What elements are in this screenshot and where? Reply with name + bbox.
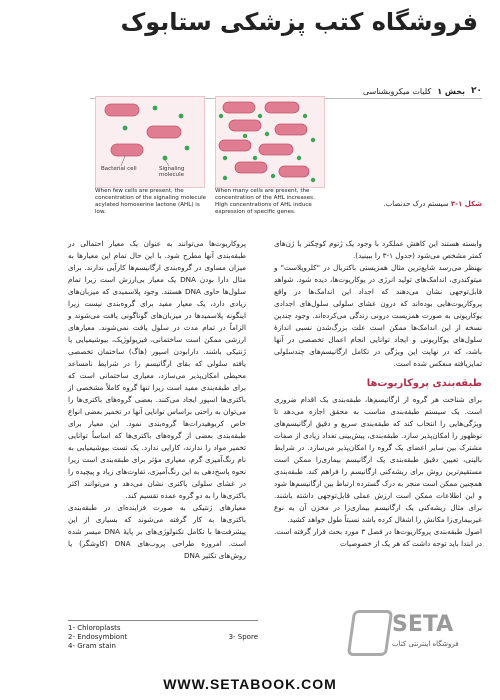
bacterial-cell xyxy=(147,126,181,138)
figure-illustration xyxy=(95,96,327,188)
bacterial-cell xyxy=(265,102,299,113)
footnote: 2- Endosymbiont xyxy=(68,633,128,641)
signaling-molecule xyxy=(303,114,307,118)
signaling-molecule xyxy=(123,126,128,131)
logo-mark-icon xyxy=(347,610,393,656)
signaling-molecule xyxy=(297,156,301,160)
footnote: 1- Chloroplasts xyxy=(68,624,121,632)
signaling-molecule xyxy=(185,146,190,151)
signaling-molecule xyxy=(311,138,315,142)
label-bacterial-cell: Bacterial cell xyxy=(101,166,137,172)
chapter-label: بخش ۱ xyxy=(437,86,465,96)
label-signaling-molecule: Signaling molecule xyxy=(159,166,185,178)
figure-title-text: سیستم درک حدنصاب. xyxy=(383,200,449,208)
footer-url[interactable]: WWW.SETABOOK.COM xyxy=(163,676,337,692)
footnote-row xyxy=(68,633,258,642)
section-heading: طبقه‌بندی پروکاریوت‌ها xyxy=(366,378,482,389)
many-cells-group xyxy=(219,102,315,182)
figure-number: شکل ۱-۳ xyxy=(450,200,482,208)
signaling-molecule xyxy=(153,106,158,111)
left-column xyxy=(68,238,246,562)
footnote-row xyxy=(68,624,258,633)
paragraph: بهنظر می‌رسد شایع‌ترین مثال همزیستی باکتریال در "کلروپلاست" و میتوکندری، اندامک‌های تولید انرژی در یوکاریوت‌ها، دیده شود. شواهد قابل‌توجهی نشان می‌دهند که اجداد این اندامک‌ها در واقع پروکاریوت‌هایی بوده‌اند که درون غشای سلولی سلول‌های اجدادی یوکاریوتی به صورت همزیست درونی زندگی می‌کرده‌اند. وجود چندین نسخه از این اندامک‌ها ممکن است علت بزرگ‌شدن نسبی اندازهٔ سلول‌های یوکاریوتی و ایجاد توانایی انجام اعمال تخصصی در آنها باشد، که در نهایت این ویژگی در تکامل ارگانیسم‌های چندسلولی تمایزیافته منعکس شده است. xyxy=(274,263,482,368)
paragraph: اصول طبقه‌بندی پروکاریوت‌ها در فصل ۳ مورد بحث قرار گرفته است. در ابتدا باید توجه داشت که هر یک از خصوصیات xyxy=(274,527,483,548)
footnotes xyxy=(68,620,258,651)
signaling-molecule xyxy=(223,156,227,160)
right-column xyxy=(274,238,482,550)
store-banner xyxy=(0,0,500,62)
signaling-molecule xyxy=(311,178,315,182)
footnote: 4- Gram stain xyxy=(68,642,116,650)
quorum-sensing-figure xyxy=(95,96,327,214)
signaling-molecule xyxy=(163,156,168,161)
bacterial-cell xyxy=(229,120,261,131)
paragraph: برای شناخت هر گروه از ارگانیسم‌ها، طبقه‌بندی یک اقدام ضروری است. یک سیستم طبقه‌بندی مناسب به محقق اجازه می‌دهد تا ویژگی‌هایی را انتخاب کند که طبقه‌بندی سریع و دقیق ارگانیسم‌های نوظهور را امکان‌پذیر سازد. طبقه‌بندی، پیش‌بینی تعداد زیادی از صفات مشترک بین سایر اعضای یک گروه را امکان‌پذیر می‌سازد. در شرایط بالینی، تعیین دقیق طبقه‌بندی یک ارگانیسم بیماری‌زا ممکن است مستقیم‌ترین روش برای ریشه‌کنی ارگانیسم را فراهم کند. طبقه‌بندی همچنین ممکن است منجر به درک گسترده ارتباط بین ارگانیسم‌ها شود و این اطلاعات ممکن است ارزش عملی قابل‌توجهی داشته باشند. برای مثال ریشه‌کنی یک ارگانیسم بیماری‌زا در مخزن آن به نوع غیربیماری‌زا مکانش را اشغال کرده باشد نسبتاً طول خواهد کشید. xyxy=(274,395,482,524)
bacterial-cell xyxy=(219,140,251,151)
logo-name: SETA xyxy=(392,612,454,637)
signaling-molecule xyxy=(179,114,184,119)
bacterial-cell xyxy=(235,162,267,173)
figure-title xyxy=(332,200,482,208)
signaling-molecule xyxy=(265,132,269,136)
signaling-molecule xyxy=(243,134,247,138)
book-title: کلیات میکروبشناسی xyxy=(362,86,432,96)
bacterial-cell xyxy=(223,102,255,113)
signaling-molecule xyxy=(223,176,227,180)
footnote: 3- Spore xyxy=(228,633,258,641)
bacterial-cell xyxy=(259,144,293,155)
footnote-rule xyxy=(68,620,258,621)
signaling-molecule xyxy=(219,114,223,118)
banner-title: فروشگاه کتب پزشکی ستابوک xyxy=(120,8,478,36)
paragraph: وابسته هستند این کاهش عملکرد با وجود یک ژنوم کوچکتر با ژن‌های کمتر مشخص می‌شود (جدول ۱-۳ را ببینید). xyxy=(274,239,482,260)
bacterial-cell xyxy=(105,104,139,116)
caption-many-cells: When many cells are present, the concentration of the AHL increases. High concentrations of AHL induce expression of specific genes. xyxy=(215,188,315,215)
bacterial-cell xyxy=(279,166,309,177)
seta-logo xyxy=(350,600,490,665)
signaling-molecule xyxy=(271,174,275,178)
signaling-molecule xyxy=(258,114,262,118)
paragraph: پروکاریوت‌ها می‌توانند به عنوان یک معیار احتمالی در طبقه‌بندی آنها مطرح شود. با این حال تمام این معیارها به میزان مساوی در گروه‌بندی ارگانیسم‌ها کارآیی ندارند. برای مثال دارا بودن DNA یک معیار بی‌ارزش است زیرا تمام سلول‌ها حاوی DNA هستند. وجود پلاسمیدی که میزبان‌های زیادی دارد، یک معیار مفید برای گروه‌بندی نیست زیرا اینگونه پلاسمیدها در میزبان‌های گوناگونی یافت می‌شوند و الزاماً در تمام مدت در سلول یافت نمی‌شوند. معیارهای ارزشی ممکن است ساختمانی، فیزیولوژیک، بیوشیمیایی یا ژنتیکی باشند. دارابودن اسپور (هاگ) ساختمان تخصصی یافته سلولی که بقای ارگانیسم را در شرایط نامساعد محیطی امکان‌پذیر می‌سازد، معیاری ساختمانی است که برای طبقه‌بندی مفید است زیرا تنها گروه کاملاً مشخصی از باکتری‌ها اسپور ایجاد می‌کنند. بعضی گروه‌های باکتری‌ها را می‌توان به راحتی براساس توانایی آنها در تخمیر بعضی انواع خاص کربوهیدرات‌ها گروه‌بندی نمود. این معیار برای طبقه‌بندی بعضی از گروه‌های باکتری‌ها که اساساً توانایی تخمیر مواد را ندارند، کارایی ندارد. یک تست بیوشیمیایی به نام رنگ‌آمیزی گرم، معیاری مؤثر برای طبقه‌بندی است زیرا نحوه پاسخ‌دهی به این رنگ‌آمیزی، تفاوت‌های زیاد و پیچیده را در غشای سلولی باکتری نشان می‌دهد و می‌توانند اکثر باکتری‌ها را به دو گروه عمده تقسیم کند. xyxy=(68,239,246,500)
paragraph: معیارهای ژنتیکی به صورت فزاینده‌ای در طبقه‌بندی باکتری‌ها به کار گرفته می‌شوند که بسیاری از این پیشرفت‌ها با تکامل تکنولوژی‌های بر پایهٔ DNA میسر شده است. امروزه طراحی پروب‌های DNA (کاوشگر) یا روش‌های تکثیر DNA xyxy=(68,503,246,560)
signaling-molecule xyxy=(253,156,257,160)
footnote-row xyxy=(68,642,258,651)
page-number: ۲۰ xyxy=(471,86,482,96)
leader-line xyxy=(121,156,125,166)
logo-tagline: فروشگاه اینترنتی کتاب xyxy=(392,640,459,648)
bacterial-cell xyxy=(275,124,307,135)
page-header xyxy=(300,84,482,98)
bacterial-cell xyxy=(111,144,143,156)
few-cells-group xyxy=(105,104,189,166)
caption-few-cells: When few cells are present, the concentration of the signaling molecule acylated homoserine lactone (AHL) is low. xyxy=(95,188,207,215)
